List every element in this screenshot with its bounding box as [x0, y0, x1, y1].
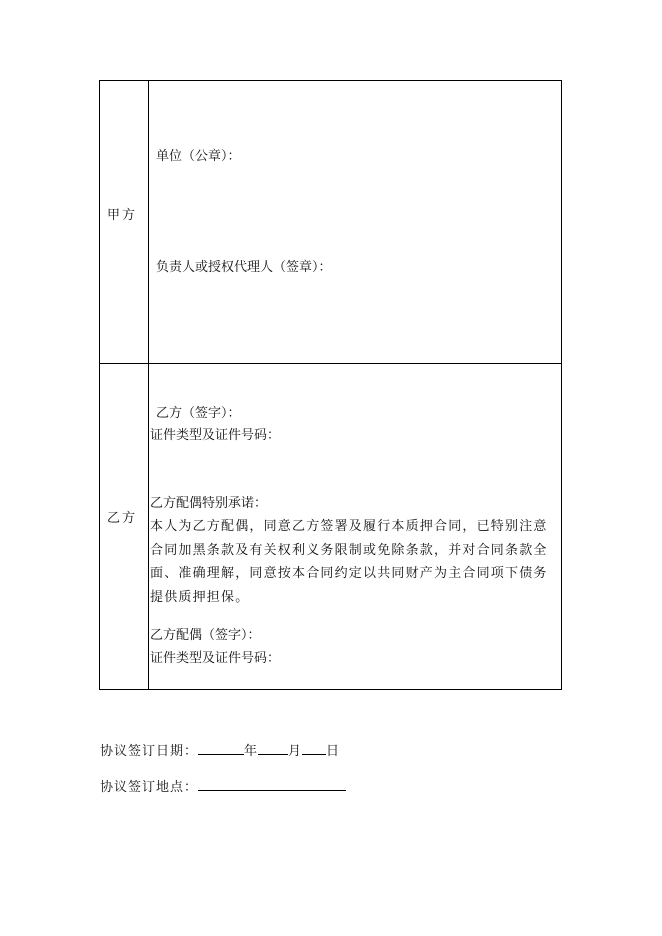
party-b-label: 乙方 [107, 511, 138, 526]
agreement-date-line [100, 740, 340, 759]
month-label: 月 [288, 744, 303, 759]
party-a-unit-seal: 单位（公章）： [156, 149, 241, 164]
agreement-place-label: 协议签订地点： [100, 780, 199, 795]
day-label: 日 [326, 744, 341, 759]
party-b-signature: 乙方（签字）： [156, 406, 241, 421]
spouse-id-info: 证件类型及证件号码： [150, 651, 281, 666]
spouse-commitment-text: 本人为乙方配偶，同意乙方签署及履行本质押合同，已特别注意合同加黑条款及有关权利义务限制或免除条款，并对合同条款全面、准确理解，同意按本合同约定以共同财产为主合同项下债务提供质押担保。 [150, 519, 548, 605]
spouse-commitment-title: 乙方配偶特别承诺： [150, 496, 268, 511]
month-blank[interactable] [258, 742, 288, 755]
agreement-place-line [100, 776, 346, 795]
signature-table [99, 80, 562, 690]
party-a-label-cell [100, 81, 149, 363]
year-label: 年 [244, 744, 259, 759]
spouse-signature: 乙方配偶（签字）： [150, 628, 261, 643]
party-a-label: 甲方 [107, 208, 138, 223]
party-b-id-info: 证件类型及证件号码： [150, 428, 281, 443]
party-b-row [100, 363, 561, 689]
day-blank[interactable] [302, 742, 326, 755]
party-b-label-cell [100, 363, 149, 689]
party-a-representative: 负责人或授权代理人（签章）： [156, 260, 332, 275]
agreement-date-label: 协议签订日期： [100, 744, 199, 759]
place-blank[interactable] [198, 778, 346, 791]
year-blank[interactable] [198, 742, 244, 755]
party-a-row [100, 81, 561, 364]
